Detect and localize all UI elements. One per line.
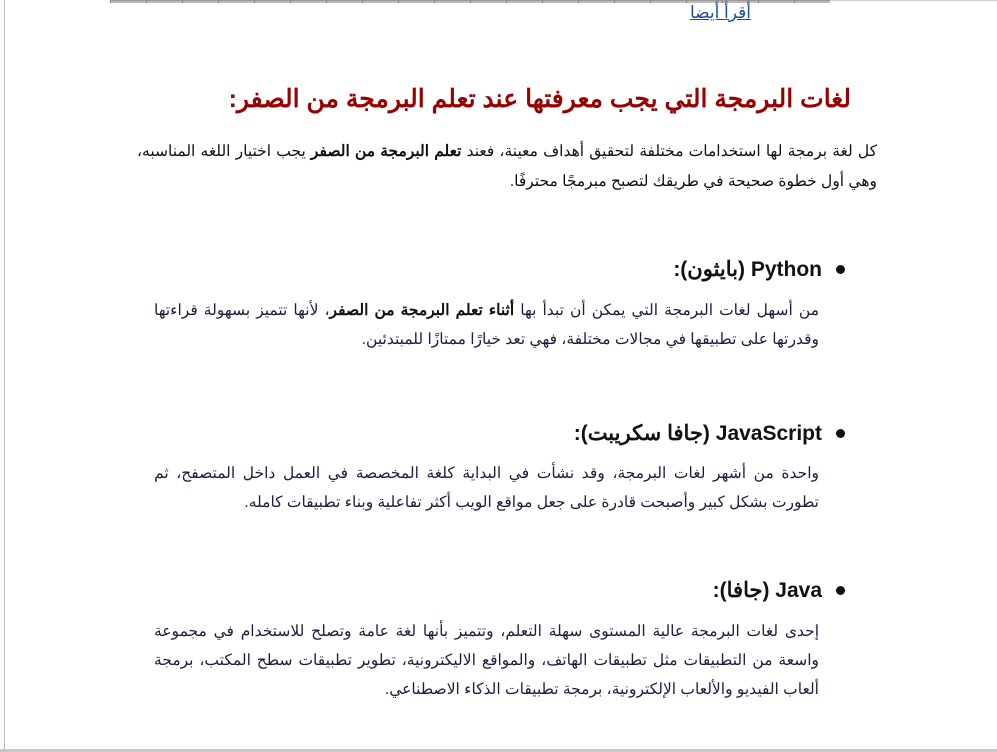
section-body-text-end: ، لأنها تتميز بسهولة قراءتها وقدرتها على تطبيقها في مجالات مختلفة، فهي تعد خيارًا ممتازًا للمبتدئين.	[154, 302, 819, 348]
read-also-link[interactable]: أقرأ أيضا	[689, 3, 751, 22]
article-heading: لغات البرمجة التي يجب معرفتها عند تعلم البرمجة من الصفر:	[228, 85, 851, 113]
intro-paragraph	[137, 137, 877, 197]
section-title-javascript	[574, 421, 845, 446]
section-title-text: Java (جافا):	[712, 579, 822, 602]
bullet-icon	[836, 429, 845, 438]
section-title-java	[713, 578, 845, 603]
section-body-java: إحدى لغات البرمجة عالية المستوى سهلة التعلم، وتتميز بأنها لغة عامة وتصلح للاستخدام في مجموعة واسعة من التطبيقات مثل تطبيقات الهاتف، والمواقع الاليكترونية، تطوير تطبيقات سطح المكتب، برمجة ألعاب الفيديو والألعاب الإلكترونية، برمجة تطبيقات الذكاء الاصطناعي.	[154, 623, 819, 698]
section-title-text: Python (بايثون):	[673, 258, 822, 281]
section-body-bold: أثناء تعلم البرمجة من الصفر	[329, 302, 515, 319]
intro-text: كل لغة برمجة لها استخدامات مختلفة لتحقيق أهداف معينة، فعند	[461, 143, 877, 160]
intro-text-end: يجب اختيار اللغه المناسبه، وهي أول خطوة صحيحة في طريقك لتصبح مبرمجًا محترفًا.	[137, 143, 877, 190]
section-title-text: JavaScript (جافا سكريبت):	[573, 422, 822, 445]
intro-bold-text: تعلم البرمجة من الصفر	[310, 143, 462, 160]
bullet-icon	[836, 586, 845, 595]
section-body-text: من أسهل لغات البرمجة التي يمكن أن تبدأ بها	[514, 302, 819, 319]
section-body-python	[154, 296, 819, 354]
section-body-javascript: واحدة من أشهر لغات البرمجة، وقد نشأت في البداية كلغة المخصصة في العمل داخل المتصفح، ثم تطورت بشكل كبير وأصبحت قادرة على جعل مواقع الويب أكثر تفاعلية وبناء تطبيقات كامله.	[154, 465, 819, 511]
section-title-python	[673, 257, 845, 282]
bullet-icon	[836, 265, 845, 274]
